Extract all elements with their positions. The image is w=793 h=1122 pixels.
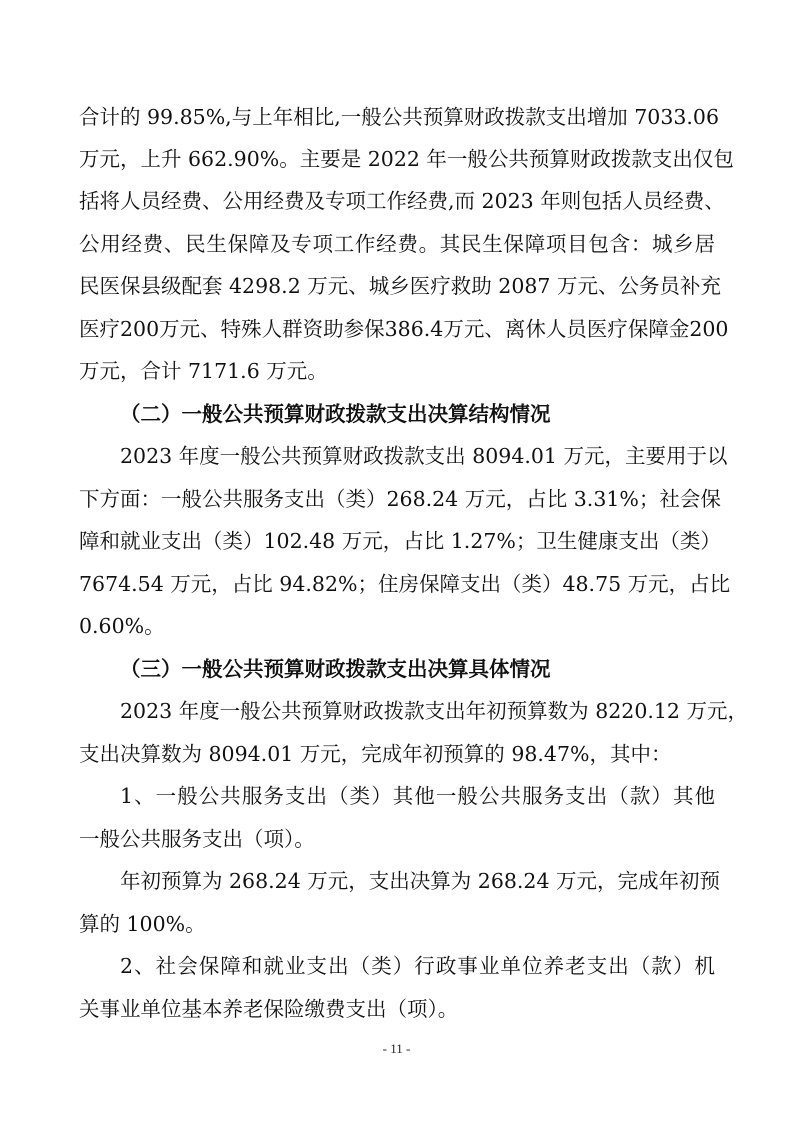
paragraph-line: 2023 年度一般公共预算财政拨款支出 8094.01 万元，主要用于以 bbox=[120, 444, 728, 468]
paragraph-line: 2023 年度一般公共预算财政拨款支出年初预算数为 8220.12 万元， bbox=[120, 699, 748, 723]
paragraph-line: 0.60%。 bbox=[79, 614, 165, 638]
paragraph-line: 障和就业支出（类）102.48 万元，占比 1.27%；卫生健康支出（类） bbox=[79, 529, 721, 553]
list-item-line: 关事业单位基本养老保险缴费支出（项）。 bbox=[79, 997, 459, 1021]
page-number: - 11 - bbox=[382, 1041, 411, 1056]
section-heading-details: （三）一般公共预算财政拨款支出决算具体情况 bbox=[120, 657, 551, 681]
paragraph-line: 下方面：一般公共服务支出（类）268.24 万元，占比 3.31%；社会保 bbox=[79, 487, 721, 511]
paragraph-line: 7674.54 万元，占比 94.82%；住房保障支出（类）48.75 万元，占比 bbox=[79, 572, 731, 596]
paragraph-line: 万元，上升 662.90%。主要是 2022 年一般公共预算财政拨款支出仅包 bbox=[79, 147, 734, 171]
paragraph-line: 年初预算为 268.24 万元，支出决算为 268.24 万元，完成年初预 bbox=[120, 869, 721, 893]
paragraph-line: 公用经费、民生保障及专项工作经费。其民生保障项目包含：城乡居 bbox=[79, 232, 715, 256]
paragraph-line: 算的 100%。 bbox=[79, 912, 206, 936]
paragraph-line: 万元，合计 7171.6 万元。 bbox=[79, 359, 328, 383]
section-heading-structure: （二）一般公共预算财政拨款支出决算结构情况 bbox=[120, 402, 551, 426]
paragraph-line: 括将人员经费、公用经费及专项工作经费,而 2023 年则包括人员经费、 bbox=[79, 189, 725, 213]
list-item-line: 一般公共服务支出（项）。 bbox=[79, 827, 315, 851]
paragraph-line: 民医保县级配套 4298.2 万元、城乡医疗救助 2087 万元、公务员补充 bbox=[79, 274, 721, 298]
paragraph-line: 医疗200万元、特殊人群资助参保386.4万元、离休人员医疗保障金200 bbox=[79, 317, 729, 341]
list-item-line: 1、一般公共服务支出（类）其他一般公共服务支出（款）其他 bbox=[120, 784, 715, 808]
paragraph-line: 合计的 99.85%,与上年相比,一般公共预算财政拨款支出增加 7033.06 bbox=[79, 105, 720, 129]
list-item-line: 2、社会保障和就业支出（类）行政事业单位养老支出（款）机 bbox=[120, 954, 715, 978]
paragraph-line: 支出决算数为 8094.01 万元，完成年初预算的 98.47%，其中： bbox=[79, 742, 672, 766]
